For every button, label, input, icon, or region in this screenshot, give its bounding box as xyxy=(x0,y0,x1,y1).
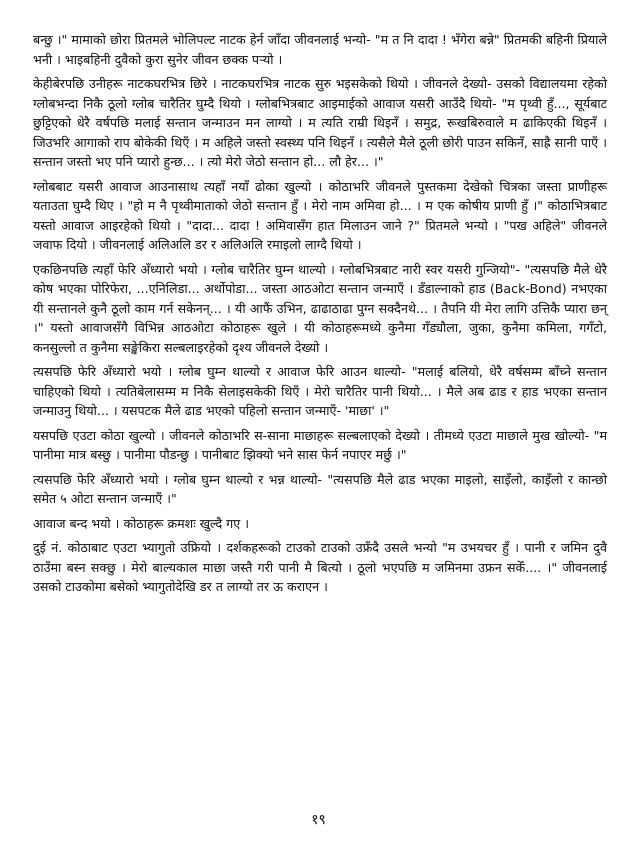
paragraph-7: त्यसपछि फेरि अँध्यारो भयो । ग्लोब घुम्न थाल्यो र भन्न थाल्यो- "त्यसपछि मैले ढाड भएका माइलो, साइँलो, काइँलो र कान्छो समेत ५ ओटा सन्तान जन्माएँ ।" xyxy=(33,471,607,506)
page-number: १९ xyxy=(311,812,326,828)
paragraph-8: आवाज बन्द भयो । कोठाहरू क्रमशः खुल्दै गए । xyxy=(33,515,250,531)
paragraph-2: केहीबेरपछि उनीहरू नाटकघरभित्र छिरे । नाटकघरभित्र नाटक सुरु भइसकेको थियो । जीवनले देख्यो- उसको विद्यालयमा रहेको ग्लोबभन्दा निकै ठूलो ग्लोब चारैतिर घुम्दै थियो । ग्लोबभित्रबाट आइमाईको आवाज यसरी आउँदै थियो- "म पृथ्वी हुँ..., सूर्यबाट छुट्टिएको धेरै वर्षपछि मलाई सन्तान जन्माउन मन लाग्यो । म त्यति राम्री थिइनँ । समुद्र, रूखबिरुवाले म ढाकिएकी थिइनँ । जिउभरि आगाको राप बोकेकी थिएँ । म अहिले जस्तो स्वस्थ्य पनि थिइनँ । त्यसैले मैले ठूली छोरी पाउन सकिनँ, साह्रै सानी पाएँ । सन्तान जस्तो भए पनि प्यारो हुन्छ... । त्यो मेरो जेठो सन्तान हो... लौ हेर... ।" xyxy=(33,76,607,169)
paragraph-1: बन्छु ।" मामाको छोरा प्रितमले भोलिपल्ट नाटक हेर्न जाँदा जीवनलाई भन्यो- "म त नि दादा ! भँगेरा बन्ने" प्रितमकी बहिनी प्रियाले भनी । भाइबहिनी दुवैको कुरा सुनेर जीवन छक्क पर्‍यो । xyxy=(33,32,607,67)
document-page xyxy=(33,30,607,602)
paragraph-6: यसपछि एउटा कोठा खुल्यो । जीवनले कोठाभरि स-साना माछाहरू सल्बलाएको देख्यो । तीमध्ये एउटा माछाले मुख खोल्यो- "म पानीमा मात्र बस्छु । पानीमा पौडन्छु । पानीबाट झिक्यो भने सास फेर्न नपाएर मर्छु ।" xyxy=(33,427,607,462)
paragraph-9: दुई नं. कोठाबाट एउटा भ्यागुतो उफ्रियो । दर्शकहरूको टाउको टाउको उफ्रँदै उसले भन्यो "म उभयचर हुँ । पानी र जमिन दुवै ठाउँमा बस्न सक्छु । मेरो बाल्यकाल माछा जस्तै गरी पानी मै बित्यो । ठूलो भएपछि म जमिनमा उफ्रन सकेँ.... ।" जीवनलाई उसको टाउकोमा बसेको भ्यागुतोदेखि डर त लाग्यो तर ऊ कराएन । xyxy=(33,540,607,594)
paragraph-5: त्यसपछि फेरि अँध्यारो भयो । ग्लोब घुम्न थाल्यो र आवाज फेरि आउन थाल्यो- "मलाई बलियो, धेरै वर्षसम्म बाँच्ने सन्तान चाहिएको थियो । त्यतिबेलासम्म म निकै सेलाइसकेकी थिएँ । मेरो चारैतिर पानी थियो... । मैले अब ढाड र हाड भएका सन्तान जन्माउनु थियो... । यसपटक मैले ढाड भएको पहिलो सन्तान जन्माएँ- 'माछा' ।" xyxy=(33,364,607,418)
paragraph-4: एकछिनपछि त्यहाँ फेरि अँध्यारो भयो । ग्लोब चारैतिर घुम्न थाल्यो । ग्लोबभित्रबाट नारी स्वर यसरी गुन्जियो"- "त्यसपछि मैले धेरै कोष भएका पोरिफेरा, ...एनिलिडा... अर्थोपोडा... जस्ता आठओटा सन्तान जन्माएँ । डँडाल्नाको हाड (Back-Bond) नभएका यी सन्तानले कुनै ठूलो काम गर्न सकेनन्... । यी आफैं उभिन, ढाढाठाढा पुग्न सक्दैनथे... । तैपनि यी मेरा लागि उत्तिकै प्यारा छन् ।" यस्तो आवाजसँगै विभिन्न आठओटा कोठाहरू खुले । यी कोठाहरूमध्ये कुनैमा गँड्यौला, जुका, कुनैमा कमिला, गगँटो, कनसुल्लो त कुनैमा सङ्खेकिरा सल्बलाइरहेको दृश्य जीवनले देख्यो । xyxy=(33,261,607,355)
paragraph-3: ग्लोबबाट यसरी आवाज आउनासाथ त्यहाँ नयाँ ढोका खुल्यो । कोठाभरि जीवनले पुस्तकमा देखेको चित्रका जस्ता प्राणीहरू यताउता घुम्दै थिए । "हो म नै पृथ्वीमाताको जेठो सन्तान हुँ । मेरो नाम अमिवा हो... । म एक कोषीय प्राणी हुँ ।" कोठाभित्रबाट यस्तो आवाज आइरहेको थियो । "दादा... दादा ! अमिवासँग हात मिलाउन जाने ?" प्रितमले भन्यो । "पख अहिले" जीवनले जवाफ दियो । जीवनलाई अलिअलि डर र अलिअलि रमाइलो लाग्दै थियो । xyxy=(33,178,607,252)
